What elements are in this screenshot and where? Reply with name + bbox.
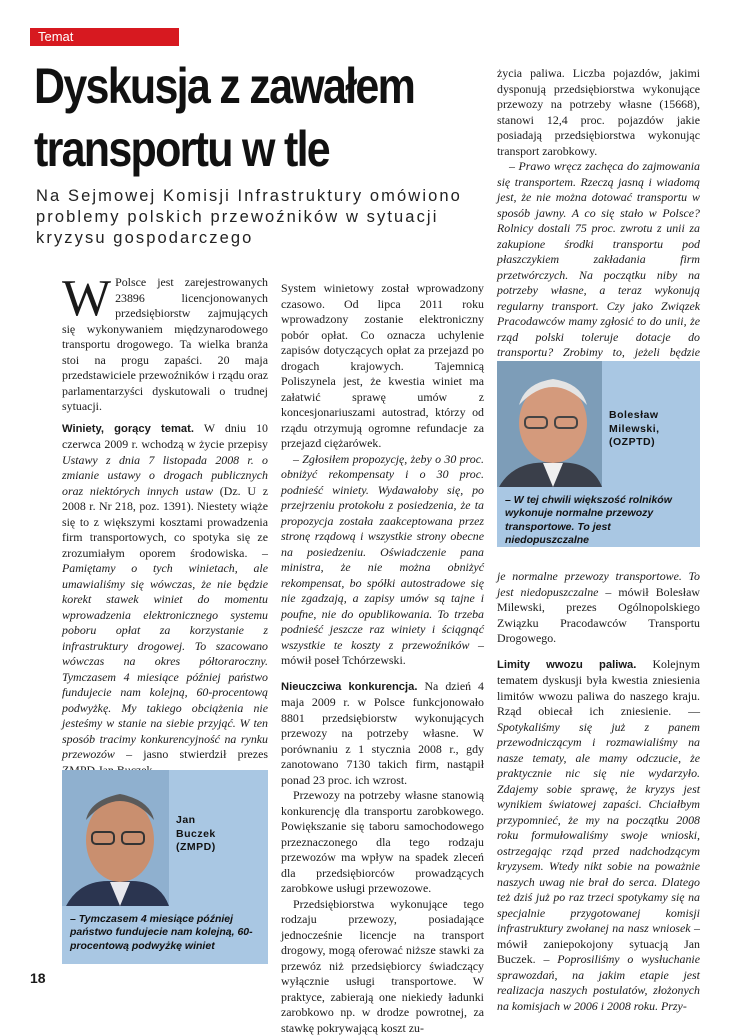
page-number: 18 <box>30 970 46 986</box>
column-3-top <box>497 66 700 392</box>
col3-paragraph-2: – Prawo wręcz zachęca do zajmowania się transportem. Rzeczą jasną i wiadomą jest, że nie można dotować transportu w sposób jawny. A co się stało w Polsce? Rolnicy dostali 75 proc. zwrotu z unii za zakupione środki transportu pod płaszczykiem zakładania firm przetwórczych. Na początku niby na potrzeby własne, a teraz wykonują regularny transport. Czy jako Związek Pracodawców mamy zgłosić to do unii, że rząd polski toleruje dotacje do transportu? Zrobimy to, jeżeli będzie <box>497 159 700 392</box>
column-2 <box>281 281 484 1036</box>
col3-paragraph-1: życia paliwa. Liczba pojazdów, jakimi dysponują przedsiębiorstwa wykonujące przewozy na potrzeby własne (15668), stanowi 12,4 proc. pojazdów jakie posiadają przedsiębiorstwa wykonując transport zarobkowy. <box>497 66 700 159</box>
column-3-bottom <box>497 569 700 1014</box>
section-tag: Temat <box>30 28 179 46</box>
col2-paragraph-1: System winietowy został wprowadzony czasowo. Od lipca 2011 roku wprowadzony zostanie elektroniczny pobór opłat. Co oznacza uchylenie zapisów dotyczących opłat za przejazd po drogach krajowych. Tajemnicą Poliszynela jest, że kwestia winiet ma załatwić sprawę umów z koncesjonariuszami autostrad, którzy od rządu otrzymują ogromne refundacje za przejazd ciężarówek. <box>281 281 484 452</box>
photo-caption-milewski: – W tej chwili większość rolników wykonuje normalne przewozy transportowe. To jest niedopuszczalne <box>505 494 694 547</box>
intro-paragraph: W Polsce jest zarejestrowanych 23896 licencjonowanych przedsiębiorstw zajmujących się wykonywaniem międzynarodowego transportu drogowego. Ta wielka branża stoi na progu zapaści. 20 maja przedstawiciele przewoźników i rządu oraz parlamentarzyści dyskutowali o trudnej sytuacji. <box>62 275 268 415</box>
photo-box-buczek <box>62 770 268 964</box>
headline <box>34 55 421 181</box>
subhead-winiety: Winiety, gorący temat. <box>62 423 194 435</box>
col3-paragraph-3: je normalne przewozy transportowe. To jest niedopuszczalne – mówił Bolesław Milewski, prezes Ogólnopolskiego Związku Pracodawców Transportu Drogowego. <box>497 569 700 647</box>
lead-paragraph: Na Sejmowej Komisji Infrastruktury omówiono problemy polskich przewoźników w sytuacji kryzysu gospodarczego <box>36 186 484 249</box>
col2-paragraph-4: Przewozy na potrzeby własne stanowią konkurencję dla transportu zarobkowego. Powiększanie się taboru samochodowego przeznaczonego dla tego rodzaju przewozów ma wpływ na spadek zleceń dla przedsiębiorców prowadzących zarobkowe usługi przewozowe. <box>281 788 484 897</box>
photo-name-buczek: Jan Buczek (ZMPD) <box>176 814 216 855</box>
subhead-limity: Limity wwozu paliwa. <box>497 659 636 671</box>
headline-line-2: transportu w tle <box>34 118 421 181</box>
subhead-konkurencja: Nieuczciwa konkurencja. <box>281 681 417 693</box>
col2-paragraph-5: Przedsiębiorstwa wykonujące tego rodzaju przewozy, posiadające jednocześnie licencje na transport drogowy, mogą oferować niższe stawki za przewóz niż przedsiębiorcy świadczący wyłącznie usługi transportowe. W praktyce, zabierają one niekiedy ładunki zarobkowo np. w drodze powrotnej, za stawkę pokrywającą koszt zu- <box>281 897 484 1036</box>
section-winiety: Winiety, gorący temat. W dniu 10 czerwca 2009 r. wchodzą w życie przepisy Ustawy z dnia 7 listopada 2008 r. o zmianie ustawy o drogach publicznych oraz niektórych innych ustaw (Dz. U z 2008 r. Nr 218, poz. 1391). Niestety wiąże się to z większymi kosztami prowadzenia firm transportowych, co spotyka się ze zrozumiałym oporem środowiska. – Pamiętamy o tych winietach, ale umawialiśmy się wówczas, że nie będzie korekt stawek winiet do momentu wprowadzenia elektronicznego systemu poboru opłat za korzystanie z infrastruktury drogowej. To szacowano wówczas na okres półtoraroczny. Tymczasem 4 miesiące później państwo fundujecie nam kolejną, 60-procentową podwyżkę. My takiego obciążenia nie jesteśmy w stanie na siebie przyjąć. W ten sposób tracimy konkurencyjność na rynku przewozów – jasno stwierdził prezes <box>62 421 268 779</box>
section-limity: Limity wwozu paliwa. Kolejnym tematem dyskusji była kwestia zniesienia limitów wwozu paliwa do naszego kraju. Rząd obiecał ich zniesienie. — Spotykaliśmy się już z panem przewodniczącym i rozmawialiśmy na nasze tematy, ale mamy odczucie, że praktycznie nic się nie wydarzyło. Zdajemy sobie sprawę, że kryzys jest wynikiem światowej zapaści. Chciałbym przypomnieć, że my na początku 2008 roku formułowaliśmy swoje wnioski, ostrzegając rząd przed nadchodzącym kryzysem. Wtedy nikt sobie na poważnie naszych uwag nie brał do serca. Dlatego też dziś już po raz trzeci spotykamy się na specjalnie przygotowanej komisji infrastruktury zwołanej na nasz wniosek – mówił zaniepokojony sytuacją Jan Buczek. – Poprosiliśmy o wysłuchanie sprawozdań, na jakim etapie jest realizacja naszych postulatów, złożonych na komisjach w 2006 i 2008 roku. Przy- <box>497 657 700 1015</box>
headline-line-1: Dyskusja z zawałem <box>34 55 421 118</box>
dropcap: W <box>62 275 115 319</box>
photo-name-milewski: Bolesław Milewski, (OZPTD) <box>609 409 660 450</box>
photo-box-milewski <box>497 361 700 547</box>
photo-caption-buczek: – Tymczasem 4 miesiące później państwo fundujecie nam kolejną, 60-procentową podwyżkę winiet <box>70 913 262 953</box>
col2-paragraph-2: – Zgłosiłem propozycję, żeby o 30 proc. obniżyć rekompensaty i o 30 proc. podnieść winiety. Wydawałoby się, po przejrzeniu protokołu z posiedzenia, że ta propozycja została zaakceptowana przez stronę rządową i wszystkie strony obecne na posiedzeniu. Oświadczenie pana ministra, że nie można obniżyć rekompensat, bo spółki autostradowe się nie zgadzają, a zapisy umów są tajne i poufne, nie do opublikowania. To trzeba podnieść jeszcze raz winiety i ściągnąć wszystkie te koszty z przewoźników – mówił poseł Tchórzewski. <box>281 452 484 669</box>
section-konkurencja: Nieuczciwa konkurencja. Na dzień 4 maja 2009 r. w Polsce funkcjonowało 8801 przedsiębiorstw wykonujących przewozy na potrzeby własne. W porównaniu z 1 stycznia 2008 r., gdy zanotowano 7130 takich firm, nastąpił ponad 23 proc. ich wzrost. <box>281 679 484 789</box>
column-1 <box>62 275 268 778</box>
